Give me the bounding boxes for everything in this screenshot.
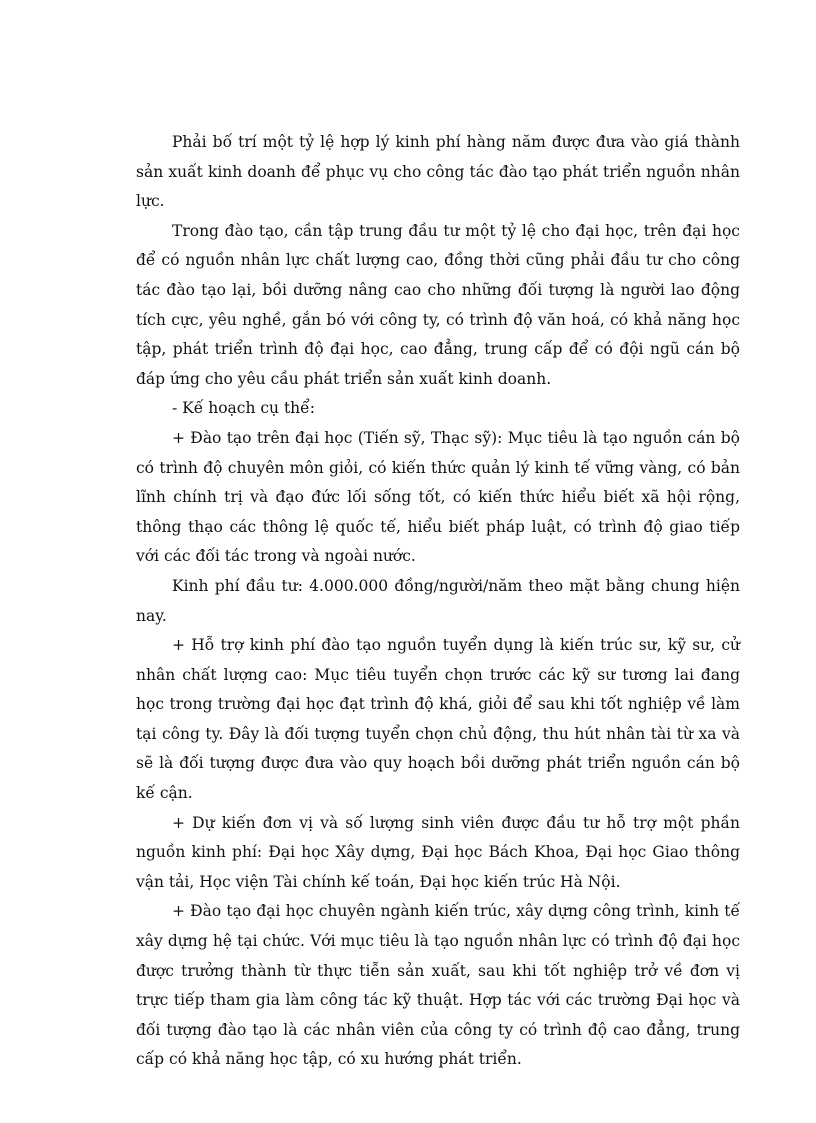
paragraph-budget-allocation: Phải bố trí một tỷ lệ hợp lý kinh phí hàng năm được đưa vào giá thành sản xuất kinh doanh để phục vụ cho công tác đào tạo phát triển nguồn nhân lực. <box>136 133 740 211</box>
paragraph-postgraduate-training: + Đào tạo trên đại học (Tiến sỹ, Thạc sỹ): Mục tiêu là tạo nguồn cán bộ có trình độ chuyên môn giỏi, có kiến thức quản lý kinh tế vững vàng, có bản lĩnh chính trị và đạo đức lối sống tốt, có kiến thức hiểu biết xã hội rộng, thông thạo các thông lệ quốc tế, hiểu biết pháp luật, có trình độ giao tiếp với các đối tác trong và ngoài nước. <box>136 428 740 566</box>
paragraph-inservice-training: + Đào tạo đại học chuyên ngành kiến trúc, xây dựng công trình, kinh tế xây dựng hệ tại chức. Với mục tiêu là tạo nguồn nhân lực có trình độ đại học được trưởng thành từ thực tiễn sản xuất, sau khi tốt nghiệp trở về đơn vị trực tiếp tham gia làm công tác kỹ thuật. Hợp tác với các trường Đại học và đối tượng đào tạo là các nhân viên của công ty có trình độ cao đẳng, trung cấp có khả năng học tập, có xu hướng phát triển. <box>136 902 740 1069</box>
paragraph-plan-heading: - Kế hoạch cụ thể: <box>172 399 315 418</box>
paragraph-universities: + Dự kiến đơn vị và số lượng sinh viên được đầu tư hỗ trợ một phần nguồn kinh phí: Đại học Xây dựng, Đại học Bách Khoa, Đại học Giao thông vận tải, Học viện Tài chính kế toán, Đại học kiến trúc Hà Nội. <box>136 813 740 891</box>
paragraph-recruitment-support: + Hỗ trợ kinh phí đào tạo nguồn tuyển dụng là kiến trúc sư, kỹ sư, cử nhân chất lượng cao: Mục tiêu tuyển chọn trước các kỹ sư tương lai đang học trong trường đại học đạt trình độ khá, giỏi để sau khi tốt nghiệp về làm tại công ty. Đây là đối tượng tuyển chọn chủ động, thu hút nhân tài từ xa và sẽ là đối tượng được đưa vào quy hoạch bồi dưỡng phát triển nguồn cán bộ kế cận. <box>136 636 740 803</box>
document-body <box>136 128 740 1075</box>
paragraph-training-investment: Trong đào tạo, cần tập trung đầu tư một tỷ lệ cho đại học, trên đại học để có nguồn nhân lực chất lượng cao, đồng thời cũng phải đầu tư cho công tác đào tạo lại, bồi dưỡng nâng cao cho những đối tượng là người lao động tích cực, yêu nghề, gắn bó với công ty, có trình độ văn hoá, có khả năng học tập, phát triển trình độ đại học, cao đẳng, trung cấp để có đội ngũ cán bộ đáp ứng cho yêu cầu phát triển sản xuất kinh doanh. <box>136 221 740 388</box>
paragraph-investment-cost: Kinh phí đầu tư: 4.000.000 đồng/người/năm theo mặt bằng chung hiện nay. <box>136 576 740 625</box>
